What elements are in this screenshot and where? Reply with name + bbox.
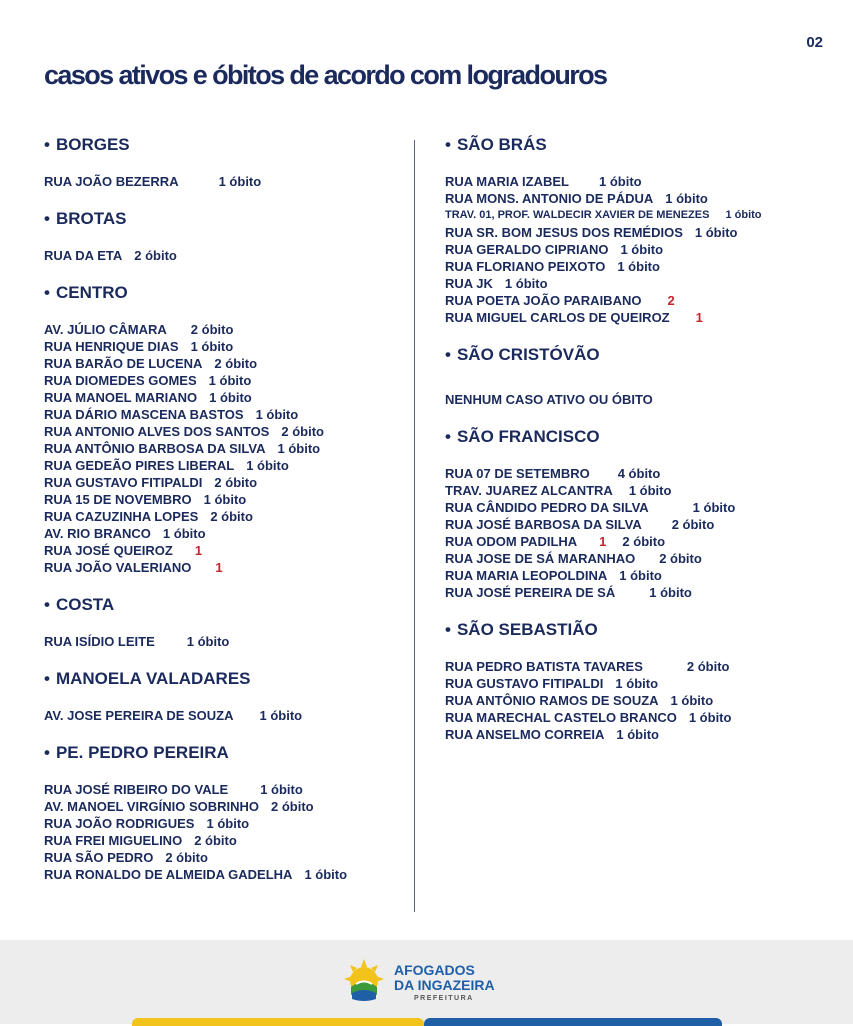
street-row <box>445 241 845 258</box>
street-name: RUA JK <box>445 276 493 291</box>
street-row <box>44 525 404 542</box>
death-count: 1 óbito <box>694 225 738 240</box>
neighborhood-title <box>44 668 404 690</box>
death-count: 1 óbito <box>190 339 234 354</box>
right-column <box>445 134 845 761</box>
neighborhood-section <box>44 594 404 650</box>
street-row <box>445 482 845 499</box>
street-row <box>445 675 845 692</box>
street-name: RUA SR. BOM JESUS DOS REMÉDIOS <box>445 225 683 240</box>
street-row <box>44 542 404 559</box>
death-count: 1 óbito <box>209 390 252 405</box>
death-count: 1 óbito <box>162 526 206 541</box>
death-count: 1 óbito <box>203 492 247 507</box>
death-count: 1 óbito <box>688 710 732 725</box>
death-count: 1 óbito <box>628 483 672 498</box>
footer-bar-blue <box>424 1018 722 1026</box>
street-name: RUA GUSTAVO FITIPALDI <box>445 676 604 691</box>
street-row <box>445 292 845 309</box>
bullet-icon: • <box>44 743 50 762</box>
death-count: 1 óbito <box>665 191 708 206</box>
death-count: 2 óbito <box>190 322 234 337</box>
street-name: RUA GUSTAVO FITIPALDI <box>44 475 203 490</box>
bullet-icon: • <box>44 209 50 228</box>
death-count: 1 óbito <box>304 867 348 882</box>
bullet-icon: • <box>44 135 50 154</box>
street-row <box>445 309 845 326</box>
death-count: 2 óbito <box>165 850 208 865</box>
neighborhood-section <box>445 134 845 326</box>
neighborhood-title <box>445 619 845 641</box>
column-divider <box>414 140 415 912</box>
neighborhood-name: COSTA <box>55 595 115 614</box>
death-count: 1 <box>194 543 203 558</box>
death-count: 1 óbito <box>255 407 299 422</box>
neighborhood-name: BROTAS <box>55 209 127 228</box>
neighborhood-title <box>445 344 845 366</box>
footer <box>0 940 853 1024</box>
death-count: 1 óbito <box>619 568 662 583</box>
street-row <box>445 173 845 190</box>
street-name: RUA JOSE DE SÁ MARANHAO <box>445 551 636 566</box>
death-count: 1 óbito <box>617 259 660 274</box>
death-count: 2 óbito <box>214 475 258 490</box>
street-row <box>445 499 845 516</box>
neighborhood-title <box>44 594 404 616</box>
death-count: 1 óbito <box>615 676 659 691</box>
neighborhood-title <box>44 208 404 230</box>
street-row <box>445 533 845 550</box>
death-count: 1 <box>695 310 703 325</box>
death-count: 2 óbito <box>194 833 237 848</box>
street-row <box>445 190 845 207</box>
street-row <box>44 372 404 389</box>
street-row <box>445 567 845 584</box>
death-count: 2 óbito <box>659 551 702 566</box>
neighborhood-section <box>44 282 404 576</box>
death-count: 2 óbito <box>686 659 730 674</box>
street-name: RUA FREI MIGUELINO <box>44 833 183 848</box>
street-name: RUA ANTÔNIO BARBOSA DA SILVA <box>44 441 266 456</box>
street-name: RUA JOÃO RODRIGUES <box>44 816 195 831</box>
street-row <box>44 338 404 355</box>
street-row <box>44 798 404 815</box>
street-name: RUA PEDRO BATISTA TAVARES <box>445 659 643 674</box>
neighborhood-section <box>44 668 404 724</box>
street-row <box>445 258 845 275</box>
street-row <box>44 355 404 372</box>
street-row <box>445 584 845 601</box>
death-count: 1 óbito <box>598 174 642 189</box>
neighborhood-section <box>44 208 404 264</box>
neighborhood-section <box>445 426 845 601</box>
street-name: TRAV. 01, PROF. WALDECIR XAVIER DE MENEZES <box>445 209 710 221</box>
neighborhood-section <box>445 619 845 743</box>
neighborhood-name: PE. PEDRO PEREIRA <box>55 743 229 762</box>
street-name: RUA JOSÉ PEREIRA DE SÁ <box>445 585 616 600</box>
street-row <box>44 173 404 190</box>
street-name: RUA MARIA LEOPOLDINA <box>445 568 608 583</box>
street-row <box>44 440 404 457</box>
street-name: RUA GEDEÃO PIRES LIBERAL <box>44 458 235 473</box>
city-emblem-icon <box>342 957 386 1005</box>
death-count: 1 óbito <box>620 242 664 257</box>
death-count: 2 óbito <box>281 424 324 439</box>
neighborhood-name: SÃO CRISTÓVÃO <box>456 345 600 364</box>
street-row <box>44 707 404 724</box>
street-name: RUA ODOM PADILHA <box>445 534 578 549</box>
neighborhood-title <box>44 282 404 304</box>
neighborhood-title <box>44 742 404 764</box>
neighborhood-name: SÃO FRANCISCO <box>456 427 600 446</box>
neighborhood-name: CENTRO <box>55 283 128 302</box>
bullet-icon: • <box>445 427 451 446</box>
street-row <box>44 508 404 525</box>
street-name: RUA MARIA IZABEL <box>445 174 569 189</box>
street-name: RUA 07 DE SETEMBRO <box>445 466 590 481</box>
street-name: RUA MANOEL MARIANO <box>44 390 198 405</box>
street-row <box>44 423 404 440</box>
street-row <box>44 815 404 832</box>
street-name: RUA DÁRIO MASCENA BASTOS <box>44 407 244 422</box>
street-row <box>44 849 404 866</box>
street-row <box>445 726 845 743</box>
death-count: 1 óbito <box>260 782 303 797</box>
street-row <box>44 247 404 264</box>
street-name: RUA JOSÉ QUEIROZ <box>44 543 173 558</box>
neighborhood-title <box>445 134 845 156</box>
neighborhood-title <box>445 426 845 448</box>
street-name: AV. RIO BRANCO <box>44 526 151 541</box>
street-row <box>44 559 404 576</box>
street-row <box>445 207 845 224</box>
street-row <box>445 692 845 709</box>
neighborhood-name: MANOELA VALADARES <box>55 669 251 688</box>
street-row <box>445 550 845 567</box>
street-name: AV. JÚLIO CÂMARA <box>44 322 167 337</box>
death-count: 1 óbito <box>725 209 762 221</box>
street-name: RUA BARÃO DE LUCENA <box>44 356 203 371</box>
street-name: RUA ISÍDIO LEITE <box>44 634 155 649</box>
street-name: RUA HENRIQUE DIAS <box>44 339 179 354</box>
street-row <box>445 709 845 726</box>
street-name: RUA DA ETA <box>44 248 123 263</box>
death-count: 2 <box>667 293 675 308</box>
street-row <box>44 633 404 650</box>
death-count: 1 óbito <box>670 693 714 708</box>
death-count: 4 óbito <box>617 466 661 481</box>
logo-line-1: AFOGADOS <box>394 962 475 978</box>
street-name: RUA ANTÔNIO RAMOS DE SOUZA <box>445 693 659 708</box>
street-row <box>44 491 404 508</box>
footer-bar-yellow <box>132 1018 424 1026</box>
street-row <box>44 832 404 849</box>
prefeitura-logo <box>342 957 512 1007</box>
street-row <box>445 224 845 241</box>
page-title: casos ativos e óbitos de acordo com logradouros <box>44 60 607 90</box>
death-count: 1 óbito <box>259 708 303 723</box>
street-row <box>445 275 845 292</box>
street-name: RUA MONS. ANTONIO DE PÁDUA <box>445 191 654 206</box>
street-row <box>44 474 404 491</box>
death-count: 1 óbito <box>649 585 692 600</box>
death-count: 1 óbito <box>206 816 250 831</box>
death-count: 1 óbito <box>208 373 252 388</box>
death-count: 1 óbito <box>277 441 321 456</box>
death-count: 2 óbito <box>210 509 253 524</box>
street-row <box>44 457 404 474</box>
street-row <box>44 866 404 883</box>
neighborhood-name: SÃO BRÁS <box>456 135 547 154</box>
death-count: 1 óbito <box>504 276 548 291</box>
death-count: 2 óbito <box>271 799 314 814</box>
street-name: RUA RONALDO DE ALMEIDA GADELHA <box>44 867 293 882</box>
death-count: 2 óbito <box>671 517 715 532</box>
logo-subtitle: PREFEITURA <box>414 995 474 1002</box>
street-name: RUA JOÃO BEZERRA <box>44 174 179 189</box>
street-name: AV. MANOEL VIRGÍNIO SOBRINHO <box>44 799 260 814</box>
street-name: RUA JOÃO VALERIANO <box>44 560 192 575</box>
bullet-icon: • <box>44 669 50 688</box>
street-name: RUA 15 DE NOVEMBRO <box>44 492 192 507</box>
street-row <box>445 658 845 675</box>
neighborhood-section <box>445 344 845 408</box>
street-row <box>44 406 404 423</box>
neighborhood-name: SÃO SEBASTIÃO <box>456 620 598 639</box>
street-name: RUA GERALDO CIPRIANO <box>445 242 609 257</box>
street-name: RUA CAZUZINHA LOPES <box>44 509 199 524</box>
no-cases-note: NENHUM CASO ATIVO OU ÓBITO <box>445 392 653 407</box>
death-count: 2 óbito <box>214 356 258 371</box>
street-name: RUA JOSÉ BARBOSA DA SILVA <box>445 517 642 532</box>
death-count: 1 óbito <box>616 727 659 742</box>
death-count: 1 óbito <box>218 174 262 189</box>
bullet-icon: • <box>44 283 50 302</box>
death-count: 1 óbito <box>246 458 289 473</box>
street-name: RUA ANTONIO ALVES DOS SANTOS <box>44 424 270 439</box>
death-count-extra: 2 óbito <box>622 534 666 549</box>
neighborhood-name: BORGES <box>55 135 130 154</box>
death-count: 2 óbito <box>134 248 177 263</box>
bullet-icon: • <box>445 620 451 639</box>
street-name: RUA FLORIANO PEIXOTO <box>445 259 606 274</box>
street-name: RUA JOSÉ RIBEIRO DO VALE <box>44 782 229 797</box>
neighborhood-section <box>44 742 404 883</box>
street-name: RUA MARECHAL CASTELO BRANCO <box>445 710 677 725</box>
street-row <box>44 781 404 798</box>
street-row <box>44 389 404 406</box>
street-row <box>445 516 845 533</box>
street-name: RUA ANSELMO CORREIA <box>445 727 605 742</box>
death-count: 1 <box>599 534 607 549</box>
street-row <box>44 321 404 338</box>
street-name: AV. JOSE PEREIRA DE SOUZA <box>44 708 234 723</box>
death-count: 1 óbito <box>186 634 230 649</box>
bullet-icon: • <box>445 345 451 364</box>
bullet-icon: • <box>445 135 451 154</box>
death-count: 1 <box>215 560 223 575</box>
logo-line-2: DA INGAZEIRA <box>394 977 495 993</box>
street-name: RUA SÃO PEDRO <box>44 850 154 865</box>
page-number: 02 <box>806 34 823 51</box>
neighborhood-title <box>44 134 404 156</box>
death-count: 1 óbito <box>692 500 736 515</box>
street-name: RUA DIOMEDES GOMES <box>44 373 197 388</box>
street-name: RUA POETA JOÃO PARAIBANO <box>445 293 642 308</box>
street-name: RUA CÂNDIDO PEDRO DA SILVA <box>445 500 649 515</box>
street-row <box>445 465 845 482</box>
left-column <box>44 134 404 901</box>
bullet-icon: • <box>44 595 50 614</box>
street-name: TRAV. JUAREZ ALCANTRA <box>445 483 613 498</box>
street-name: RUA MIGUEL CARLOS DE QUEIROZ <box>445 310 670 325</box>
neighborhood-section <box>44 134 404 190</box>
